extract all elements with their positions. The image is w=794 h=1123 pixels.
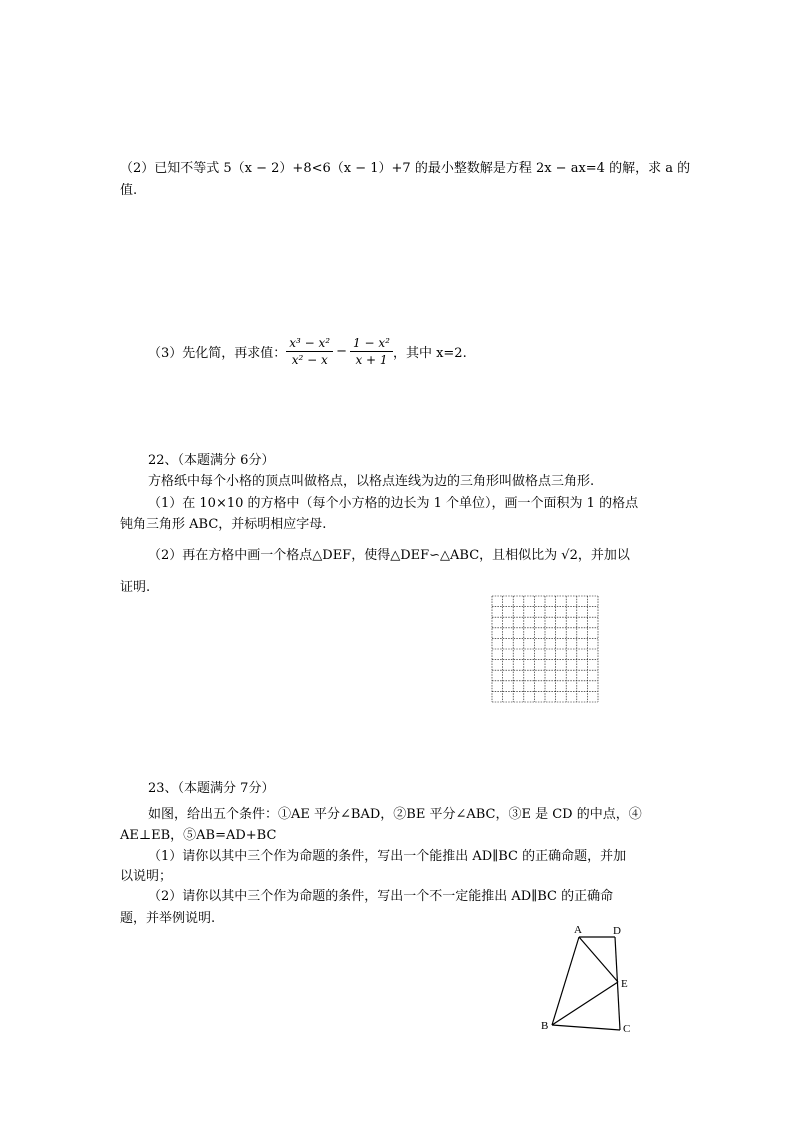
q23-part1-line2: 以说明； — [120, 869, 173, 884]
label-a: A — [574, 924, 582, 936]
fraction-1-denominator: x² − x — [291, 353, 328, 367]
q23-part1-line1: （1）请你以其中三个作为命题的条件，写出一个能推出 AD∥BC 的正确命题，并加 — [148, 849, 627, 864]
segment-cb — [552, 1025, 620, 1030]
q23-intro-line2: AE⊥EB，⑤AB=AD+BC — [120, 828, 277, 843]
q22-part2-line2: 证明. — [120, 580, 151, 595]
fraction-1 — [286, 336, 333, 367]
label-b: B — [541, 1020, 549, 1032]
fraction-1-numerator: x³ − x² — [286, 336, 333, 352]
q21-3-suffix: ，其中 x=2. — [392, 346, 467, 361]
segment-ba — [552, 937, 579, 1025]
label-e: E — [621, 978, 628, 990]
q23-part2-line1: （2）请你以其中三个作为命题的条件，写出一个不一定能推出 AD∥BC 的正确命 — [148, 889, 614, 904]
q21-2-line1: （2）已知不等式 5（x − 2）+8<6（x − 1）+7 的最小整数解是方程 2x − ax=4 的解，求 a 的 — [120, 161, 691, 176]
q22-intro: 方格纸中每个小格的顶点叫做格点，以格点连线为边的三角形叫做格点三角形. — [148, 474, 595, 489]
q22-heading: 22、（本题满分 6分） — [148, 453, 275, 468]
label-d: D — [613, 925, 621, 937]
grid-10x10 — [491, 595, 601, 705]
segment-ae — [579, 937, 618, 982]
fraction-2-denominator: x + 1 — [355, 353, 388, 367]
q21-3-prefix: （3）先化简，再求值： — [148, 346, 287, 361]
q23-part2-line2: 题，并举例说明. — [120, 911, 216, 926]
segment-be — [552, 982, 618, 1025]
trapezoid-figure — [538, 920, 648, 1035]
q22-part1-line1: （1）在 10×10 的方格中（每个小方格的边长为 1 个单位），画一个面积为 1 的格点 — [148, 496, 639, 511]
q21-3-expression — [148, 336, 467, 367]
q21-2-line2: 值. — [120, 183, 138, 198]
label-c: C — [623, 1023, 631, 1035]
fraction-2 — [350, 336, 393, 367]
q22-part2-line1: （2）再在方格中画一个格点△DEF，使得△DEF∽△ABC，且相似比为 √2，并加以 — [148, 548, 630, 563]
q23-intro-line1: 如图，给出五个条件：①AE 平分∠BAD，②BE 平分∠ABC，③E 是 CD 的中点，④ — [148, 807, 642, 822]
q22-part1-line2: 钝角三角形 ABC，并标明相应字母. — [120, 517, 327, 532]
q23-heading: 23、（本题满分 7分） — [148, 781, 275, 796]
minus-sign: − — [336, 344, 348, 359]
fraction-2-numerator: 1 − x² — [350, 336, 393, 352]
